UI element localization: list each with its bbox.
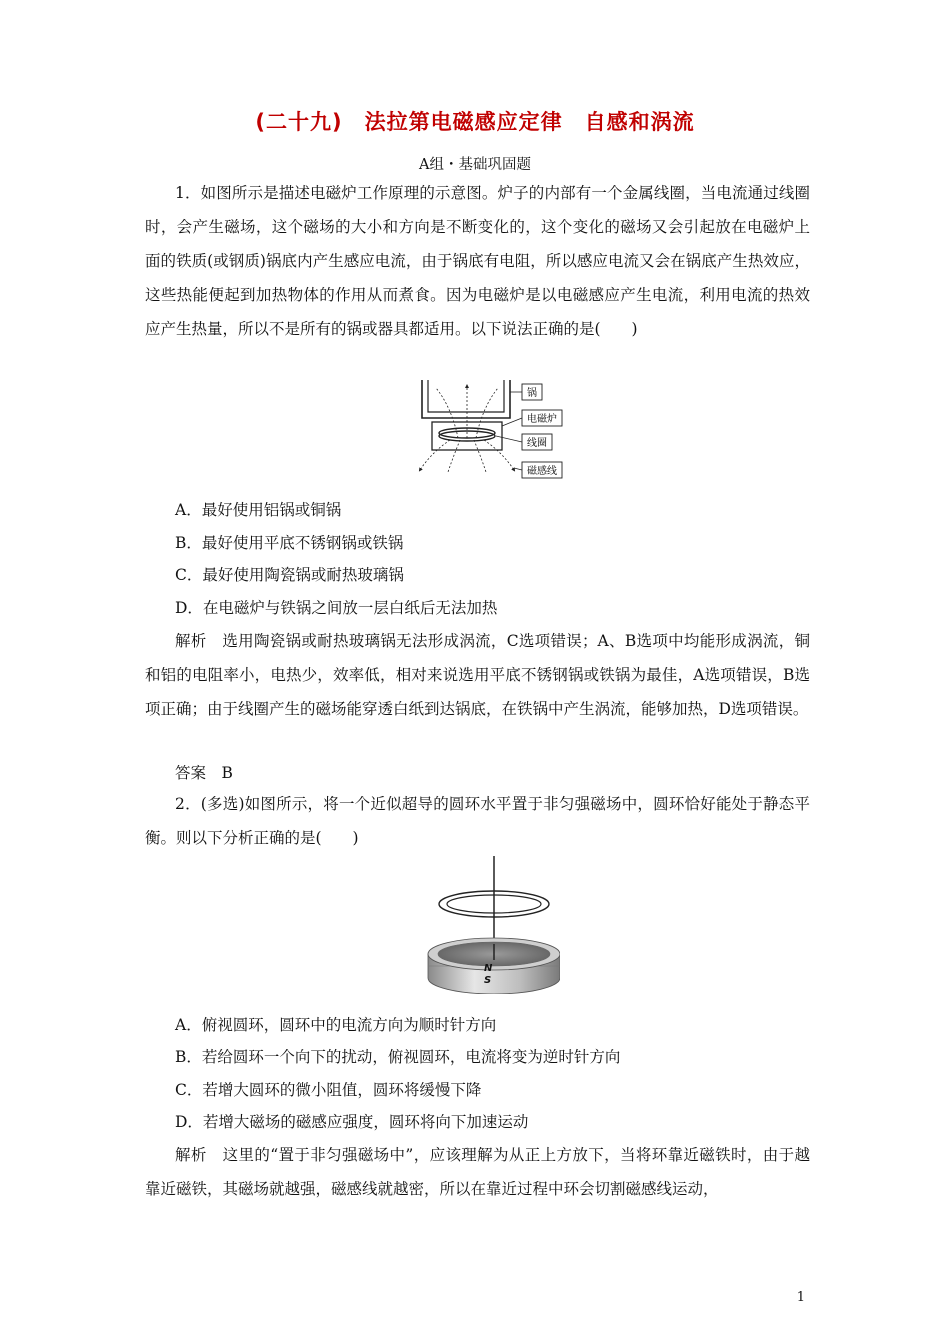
cooker-label: 电磁炉 [527,414,557,425]
q2-analysis: 解析 这里的“置于非匀强磁场中”，应该理解为从正上方放下，当将环靠近磁铁时，由于越靠近磁铁，其磁场就越强，磁感线就越密，所以在靠近过程中环会切割磁感线运动， [145,1146,810,1198]
coil-label: 线圈 [527,438,547,449]
pot-label: 锅 [527,388,537,399]
q1-stem: 1．如图所示是描述电磁炉工作原理的示意图。炉子的内部有一个金属线圈，当电流通过线圈时，会产生磁场，这个磁场的大小和方向是不断变化的，这个变化的磁场又会引起放在电磁炉上面的铁质(或钢质)锅底内产生感应电流，由于锅底有电阻，所以感应电流又会在锅底产生热效应，这些热能便起到加热物体的作用从而煮食。因为电磁炉是以电磁感应产生电流，利用电流的热效应产生热量，所以不是所有的锅或器具都适用。以下说法正确的是( ) [145,184,810,338]
induction-cooker-figure [410,378,570,482]
q2-option-d: D．若增大磁场的磁感应强度，圆环将向下加速运动 [175,1113,529,1131]
q1-option-c: C．最好使用陶瓷锅或耐热玻璃锅 [175,566,404,584]
page-number: 1 [796,1290,805,1305]
north-pole-label: N [484,963,493,974]
q1-option-b: B．最好使用平底不锈钢锅或铁锅 [175,534,404,552]
q1-analysis: 解析 选用陶瓷锅或耐热玻璃锅无法形成涡流，C选项错误；A、B选项中均能形成涡流，铜和铝的电阻率小，电热少，效率低，相对来说选用平底不锈钢锅或铁锅为最佳，A选项错误，B选项正确；由于线圈产生的磁场能穿透白纸到达锅底，在铁锅中产生涡流，能够加热，D选项错误。 [145,632,810,718]
q2-option-c: C．若增大圆环的微小阻值，圆环将缓慢下降 [175,1081,482,1099]
q2-stem: 2．(多选)如图所示，将一个近似超导的圆环水平置于非匀强磁场中，圆环恰好能处于静态平衡。则以下分析正确的是( ) [145,795,810,847]
q2-option-a: A．俯视圆环，圆环中的电流方向为顺时针方向 [175,1016,497,1034]
section-subtitle: A组・基础巩固题 [419,157,531,173]
q2-option-b: B．若给圆环一个向下的扰动，俯视圆环，电流将变为逆时针方向 [175,1048,621,1066]
south-pole-label: S [484,975,492,986]
field-lines-label: 磁感线 [527,466,557,477]
q1-option-d: D．在电磁炉与铁锅之间放一层白纸后无法加热 [175,599,498,617]
page-title: (二十九) 法拉第电磁感应定律 自感和涡流 [255,110,695,134]
ring-magnet-figure [420,854,560,994]
q1-answer: 答案 B [175,764,233,782]
q1-option-a: A．最好使用铝锅或铜锅 [175,501,342,519]
